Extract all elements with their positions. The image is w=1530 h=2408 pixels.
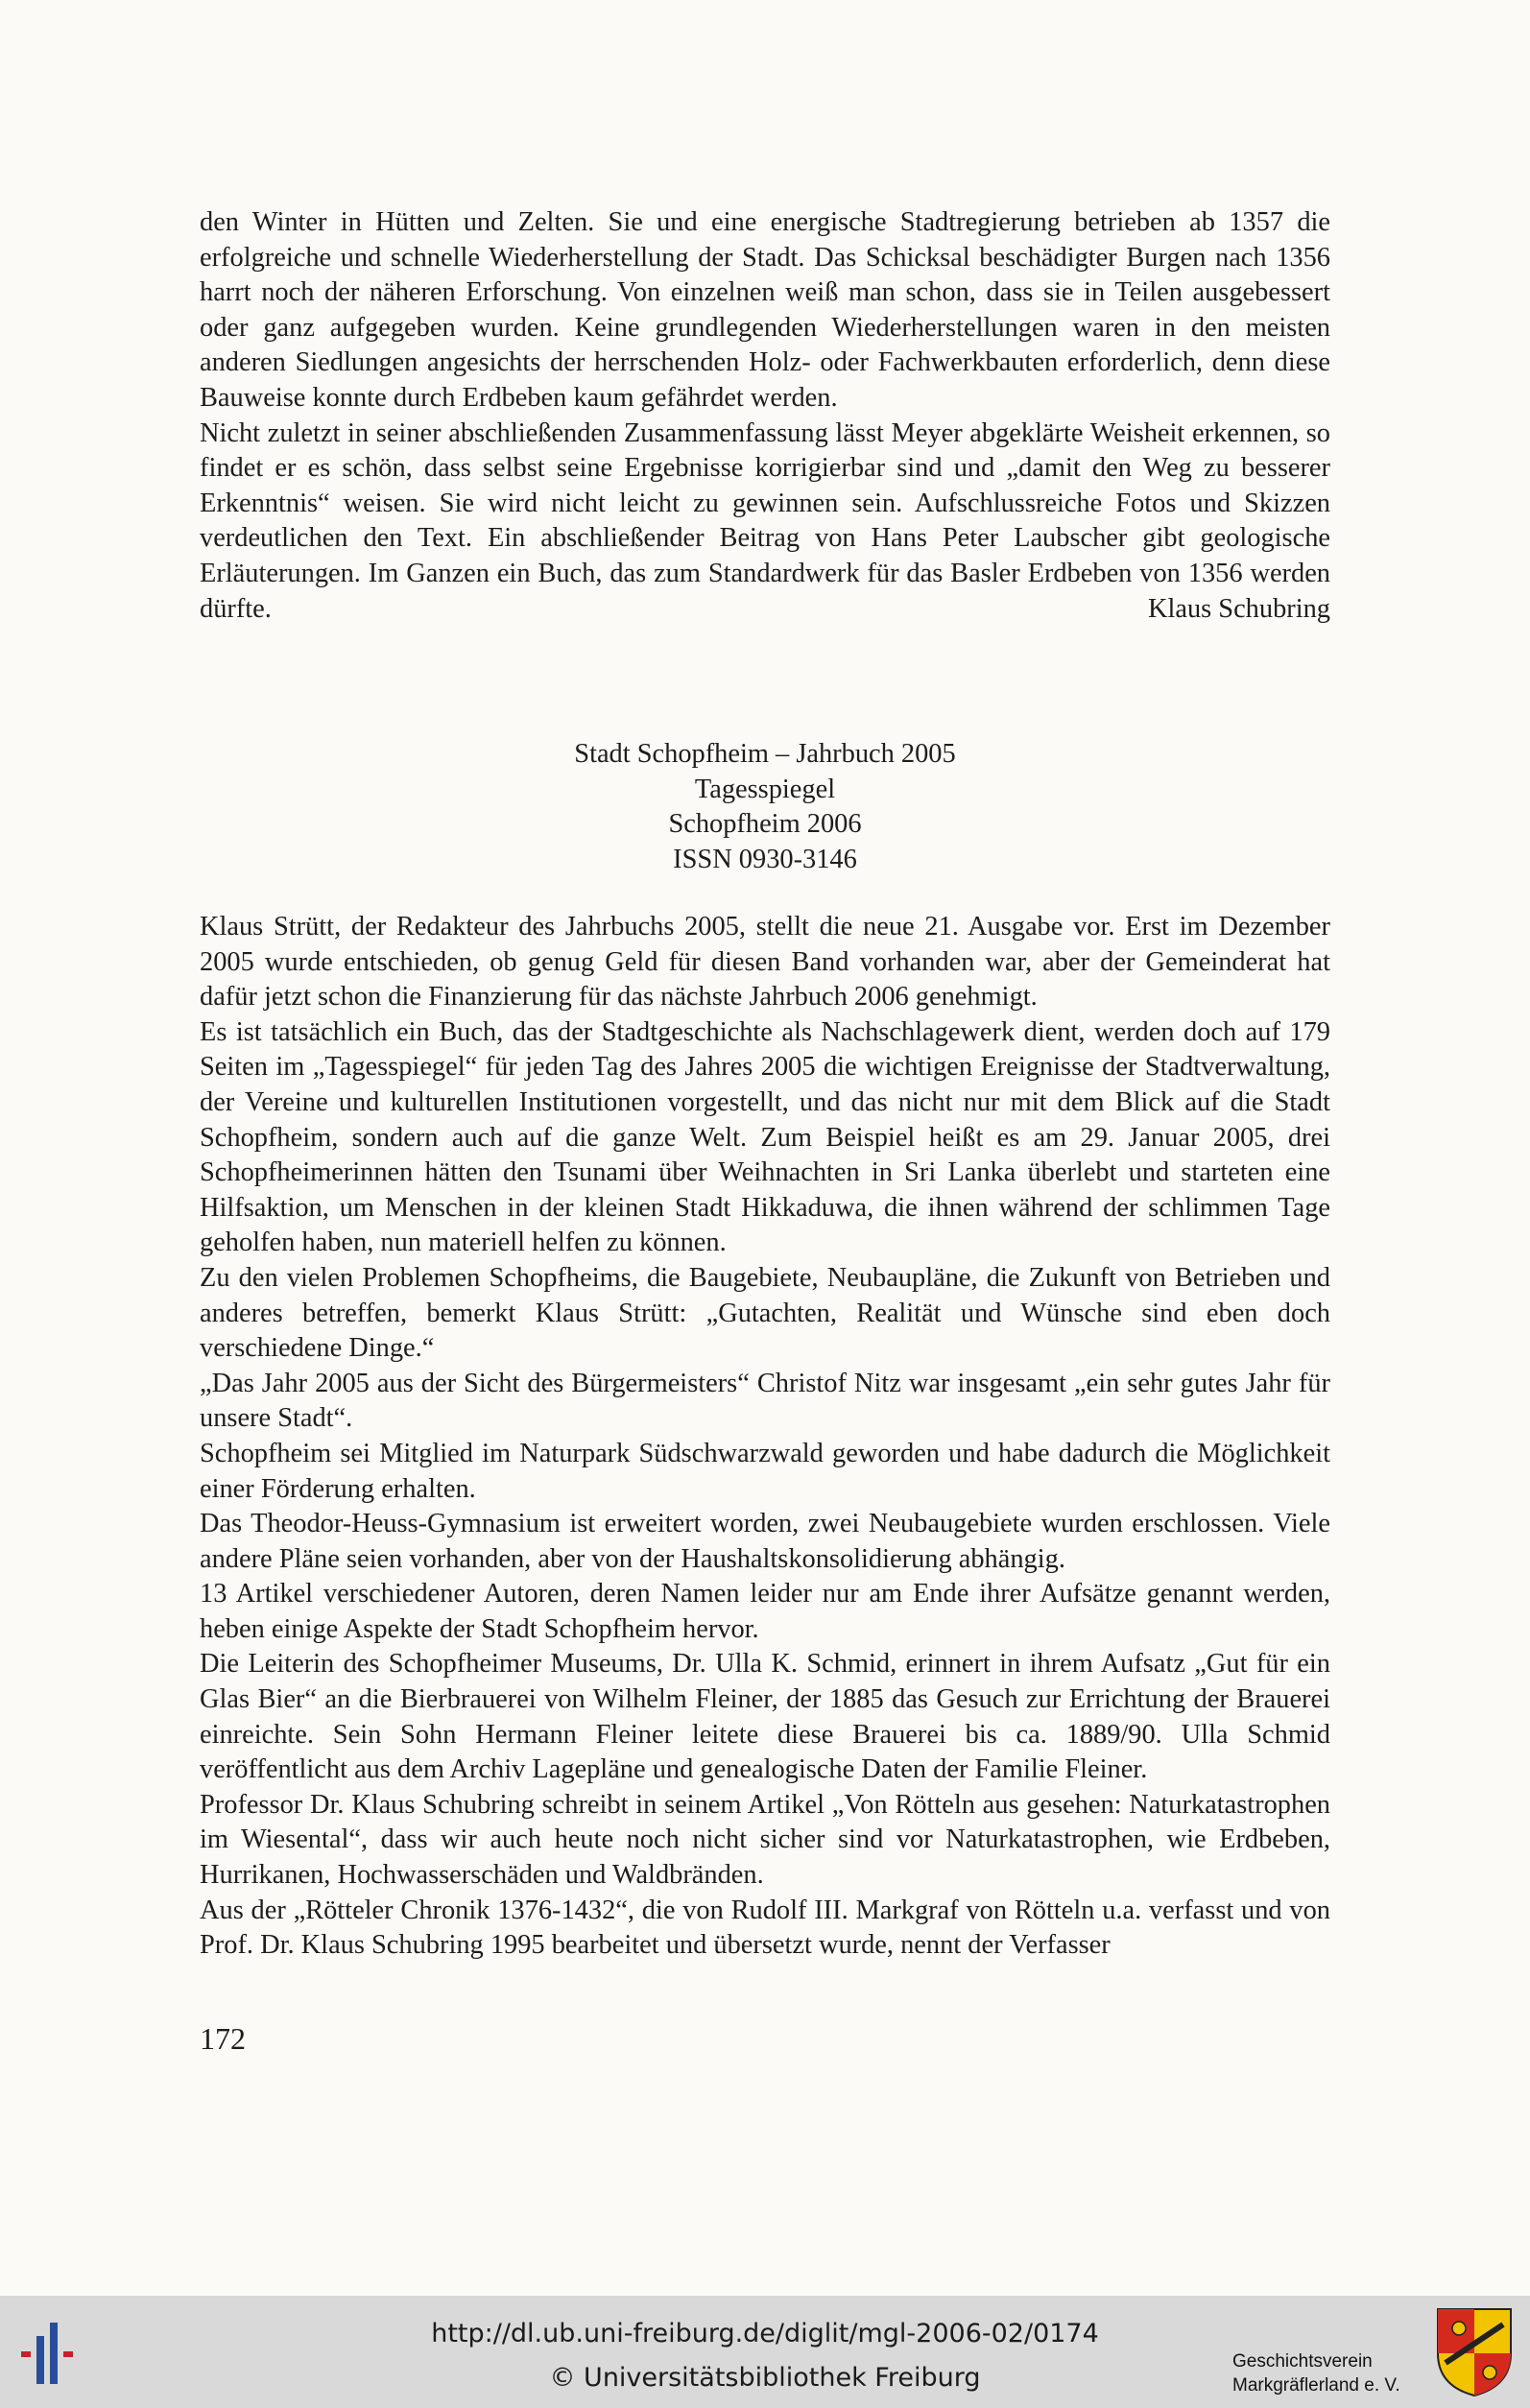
book-subtitle: Tagesspiegel — [694, 774, 836, 804]
author-signature: Klaus Schubring — [1147, 593, 1330, 624]
society-name — [1232, 2349, 1400, 2397]
paragraph: Schopfheim sei Mitglied im Naturpark Südschwarzwald geworden und habe dadurch die Möglichkeit einer Förderung erhalten. — [200, 1438, 1330, 1504]
book-review — [200, 910, 1330, 1964]
paragraph — [200, 417, 1330, 628]
viewer-footer — [0, 2296, 1530, 2408]
paragraph: Zu den vielen Problemen Schopfheims, die Baugebiete, Neubaupläne, die Zukunft von Betrieben und anderes betreffen, bemerkt Klaus Strütt: „Gutachten, Realität und Wünsche sind eben doch verschiedene Dinge.“ — [200, 1262, 1330, 1364]
paragraph: Aus der „Rötteler Chronik 1376-1432“, die von Rudolf III. Markgraf von Rötteln u.a. verfasst und von Prof. Dr. Klaus Schubring 1995 bearbeitet und übersetzt wurde, nennt der Verfasser — [200, 1895, 1330, 1961]
book-review-continued — [200, 205, 1330, 627]
page-number: 172 — [200, 2021, 246, 2056]
book-publication-place: Schopfheim 2006 — [668, 809, 862, 840]
society-name-line: Markgräflerland e. V. — [1232, 2375, 1400, 2396]
paragraph: „Das Jahr 2005 aus der Sicht des Bürgermeisters“ Christof Nitz war insgesamt „ein sehr gutes Jahr für unsere Stadt“. — [200, 1368, 1330, 1434]
book-heading — [200, 737, 1330, 877]
paragraph: den Winter in Hütten und Zelten. Sie und eine energische Stadtregierung betrieben ab 1357 die erfolgreiche und schnelle Wiederherstellung der Stadt. Das Schicksal beschädigter Burgen nach 1356 harrt noch der näheren Erforschung. Von einzelnen weiß man schon, dass sie in Teilen ausgebessert oder ganz aufgegeben wurden. Keine grundlegenden Wiederherstellungen waren in den meisten anderen Siedlungen angesichts der herrschenden Holz- oder Fachwerkbauten erforderlich, denn diese Bauweise konnte durch Erdbeben kaum gefährdet werden. — [200, 207, 1330, 413]
paragraph: Das Theodor-Heuss-Gymnasium ist erweitert worden, zwei Neubaugebiete wurden erschlossen. Viele andere Pläne seien vorhanden, aber von der Haushaltskonsolidierung abhängig. — [200, 1509, 1330, 1574]
book-title: Stadt Schopfheim – Jahrbuch 2005 — [574, 739, 956, 769]
document-url-link[interactable]: http://dl.ub.uni-freiburg.de/diglit/mgl-2006-02/0174 — [431, 2319, 1099, 2348]
coat-of-arms-icon[interactable] — [1434, 2305, 1515, 2397]
paragraph: Klaus Strütt, der Redakteur des Jahrbuchs 2005, stellt die neue 21. Ausgabe vor. Erst im Dezember 2005 wurde entschieden, ob genug Geld für diesen Band vorhanden war, aber der Gemeinderat hat dafür jetzt schon die Finanzierung für das nächste Jahrbuch 2006 genehmigt. — [200, 912, 1330, 1013]
review-text: Nicht zuletzt in seiner abschließenden Zusammenfassung lässt Meyer abgeklärte Weisheit erkennen, so findet er es schön, dass selbst seine Ergebnisse korrigierbar sind und „damit den Weg zu besserer Erkenntnis“ weisen. Sie wird nicht leicht zu gewinnen sein. Aufschlussreiche Fotos und Skizzen verdeutlichen den Text. Ein abschließender Beitrag von Hans Peter Laubscher gibt geologische Erläuterungen. Im Ganzen ein Buch, das zum Standardwerk für das Basler Erdbeben von 1356 werden dürfte. — [200, 417, 1330, 624]
society-name-line: Geschichtsverein — [1232, 2351, 1373, 2372]
copyright-notice: © Universitätsbibliothek Freiburg — [549, 2363, 981, 2393]
paragraph: 13 Artikel verschiedener Autoren, deren Namen leider nur am Ende ihrer Aufsätze genannt werden, heben einige Aspekte der Stadt Schopfheim hervor. — [200, 1579, 1330, 1644]
paragraph: Die Leiterin des Schopfheimer Museums, Dr. Ulla K. Schmid, erinnert in ihrem Aufsatz „Gut für ein Glas Bier“ an die Bierbrauerei von Wilhelm Fleiner, der 1885 das Gesuch zur Errichtung der Brauerei einreichte. Sein Sohn Hermann Fleiner leitete diese Brauerei bis ca. 1889/90. Ulla Schmid veröffentlicht aus dem Archiv Lagepläne und genealogische Daten der Familie Fleiner. — [200, 1649, 1330, 1785]
paragraph: Es ist tatsächlich ein Buch, das der Stadtgeschichte als Nachschlagewerk dient, werden doch auf 179 Seiten im „Tagesspiegel“ für jeden Tag des Jahres 2005 die wichtigen Ereignisse der Stadtverwaltung, der Vereine und kulturellen Institutionen vorgestellt, und das nicht nur mit dem Blick auf die Stadt Schopfheim, sondern auch auf die ganze Welt. Zum Beispiel heißt es am 29. Januar 2005, drei Schopfheimerinnen hätten den Tsunami über Weihnachten in Sri Lanka überlebt und starteten eine Hilfsaktion, um Menschen in der kleinen Stadt Hikkaduwa, die ihnen während der schlimmen Tage geholfen haben, nun materiell helfen zu können. — [200, 1016, 1330, 1258]
book-issn: ISSN 0930-3146 — [673, 844, 857, 874]
paragraph: Professor Dr. Klaus Schubring schreibt in seinem Artikel „Von Rötteln aus gesehen: Naturkatastrophen im Wiesental“, dass wir auch heute noch nicht sicher sind vor Naturkatastrophen, wie Erdbeben, Hurrikanen, Hochwasserschäden und Waldbränden. — [200, 1789, 1330, 1891]
